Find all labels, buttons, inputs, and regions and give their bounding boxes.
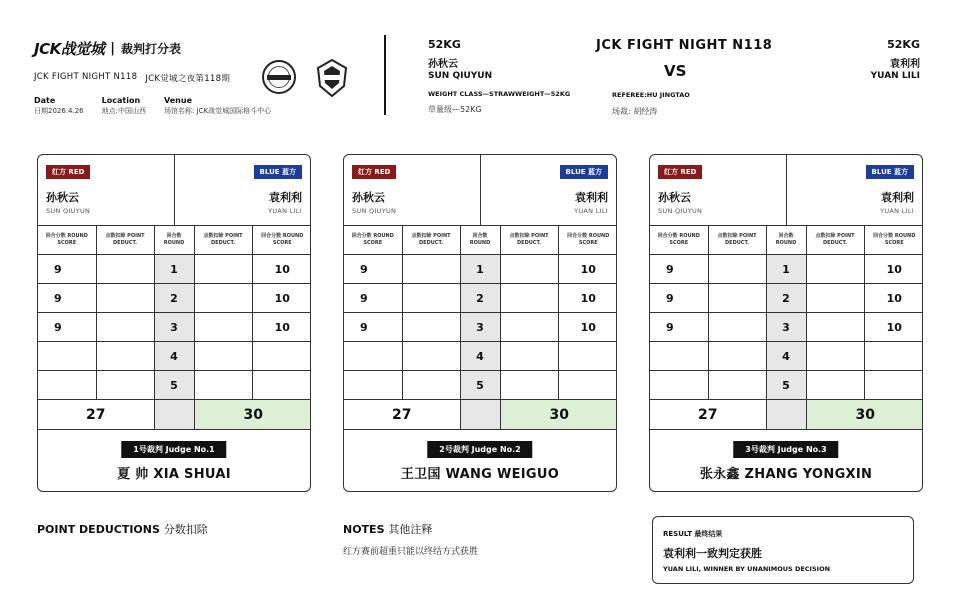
header-divider <box>384 35 386 115</box>
table-row <box>38 284 311 313</box>
red-round-score: 9 <box>38 284 96 313</box>
red-total: 27 <box>38 400 154 430</box>
blue-round-score: 10 <box>252 284 311 313</box>
judge-area <box>650 431 922 492</box>
round-number: 4 <box>766 342 806 371</box>
red-round-score: 9 <box>344 255 402 284</box>
blue-round-score: 10 <box>558 255 617 284</box>
card-blue-name-en: YUAN LILI <box>574 207 608 215</box>
header-red-point-deduct: 点数扣除 POINT DEDUCT. <box>708 226 766 255</box>
totals-row <box>344 400 617 430</box>
brand-separator: | <box>110 41 115 56</box>
round-number: 1 <box>154 255 194 284</box>
red-point-deduct <box>96 342 154 371</box>
blue-total: 30 <box>500 400 617 430</box>
red-point-deduct <box>402 342 460 371</box>
totals-row <box>38 400 311 430</box>
table-row <box>650 255 923 284</box>
header-blue-point-deduct: 点数扣除 POINT DEDUCT. <box>500 226 558 255</box>
red-round-score: 9 <box>650 284 708 313</box>
blue-round-score: 10 <box>252 255 311 284</box>
referee-en: REFEREE:HU JINGTAO <box>612 91 690 99</box>
table-row <box>38 313 311 342</box>
judge-card-1 <box>37 154 311 492</box>
event-name-en: JCK FIGHT NIGHT N118 <box>34 72 138 82</box>
result-en: YUAN LILI, WINNER BY UNANIMOUS DECISION <box>663 565 831 573</box>
blue-round-score: 10 <box>864 284 923 313</box>
red-point-deduct <box>708 255 766 284</box>
red-corner-tag: 红方 RED <box>352 165 396 179</box>
round-number: 5 <box>766 371 806 400</box>
blue-point-deduct <box>500 371 558 400</box>
card-blue-name-cn: 袁利利 <box>575 191 608 204</box>
point-deductions-heading <box>37 521 208 537</box>
red-corner-tag: 红方 RED <box>46 165 90 179</box>
red-point-deduct <box>402 313 460 342</box>
blue-point-deduct <box>500 342 558 371</box>
judge-card-3 <box>649 154 923 492</box>
bout-header <box>428 38 928 118</box>
blue-point-deduct <box>194 313 252 342</box>
event-meta <box>34 96 364 116</box>
round-number: 2 <box>460 284 500 313</box>
venue-value: 场馆名称: JCK战觉城国际格斗中心 <box>164 107 272 115</box>
red-point-deduct <box>708 371 766 400</box>
table-row <box>650 284 923 313</box>
blue-round-score: 10 <box>558 284 617 313</box>
event-title: JCK FIGHT NIGHT N118 <box>596 38 773 53</box>
sheet-title: 裁判打分表 <box>120 42 181 56</box>
card-red-name-en: SUN QIUYUN <box>46 207 91 215</box>
blue-round-score <box>864 371 923 400</box>
weight-class-cn: 草量级—52KG <box>428 105 482 114</box>
location-block <box>102 96 146 116</box>
round-number: 1 <box>766 255 806 284</box>
table-row <box>344 313 617 342</box>
red-round-score: 9 <box>38 255 96 284</box>
date-value: 日期2026.4.26 <box>34 107 84 115</box>
header-red-point-deduct: 点数扣除 POINT DEDUCT. <box>402 226 460 255</box>
header-blue-point-deduct: 点数扣除 POINT DEDUCT. <box>194 226 252 255</box>
red-point-deduct <box>708 284 766 313</box>
round-number: 3 <box>154 313 194 342</box>
card-red-name-en: SUN QIUYUN <box>658 207 703 215</box>
blue-point-deduct <box>194 284 252 313</box>
table-row <box>650 371 923 400</box>
red-round-score <box>650 371 708 400</box>
header-red-round-score: 回合分数 ROUND SCORE <box>38 226 96 255</box>
blue-round-score: 10 <box>252 313 311 342</box>
result-cn: 袁利利一致判定获胜 <box>663 547 762 560</box>
card-divider <box>480 155 481 225</box>
header-blue-round-score: 回合分数 ROUND SCORE <box>252 226 311 255</box>
notes-text: 红方赛前超重只能以终结方式获胜 <box>343 547 479 557</box>
card-fighters <box>38 155 310 225</box>
header-round: 回合数 ROUND <box>766 226 806 255</box>
score-table-header <box>650 226 923 255</box>
red-point-deduct <box>96 284 154 313</box>
red-weight: 52KG <box>428 38 461 51</box>
round-number: 2 <box>154 284 194 313</box>
table-row <box>344 342 617 371</box>
round-number: 5 <box>460 371 500 400</box>
table-row <box>38 371 311 400</box>
blue-round-score: 10 <box>864 313 923 342</box>
header-blue-round-score: 回合分数 ROUND SCORE <box>864 226 923 255</box>
table-row <box>344 371 617 400</box>
blue-round-score <box>252 371 311 400</box>
deductions-label-cn: 分数扣除 <box>163 523 208 536</box>
red-corner-tag: 红方 RED <box>658 165 702 179</box>
blue-point-deduct <box>500 284 558 313</box>
score-table-header <box>344 226 617 255</box>
weight-class-en: WEIGHT CLASS—STRAWWEIGHT—52KG <box>428 90 571 98</box>
blue-point-deduct <box>806 255 864 284</box>
notes-heading <box>343 521 432 537</box>
blue-corner-tag: BLUE 蓝方 <box>560 165 608 179</box>
deductions-label: POINT DEDUCTIONS <box>37 523 160 536</box>
red-point-deduct <box>96 313 154 342</box>
red-round-score: 9 <box>344 284 402 313</box>
notes-label: NOTES <box>343 523 385 536</box>
judge-area <box>38 431 310 492</box>
red-total: 27 <box>344 400 460 430</box>
red-round-score <box>344 371 402 400</box>
card-divider <box>786 155 787 225</box>
card-red-name-cn: 孙秋云 <box>658 191 691 204</box>
red-point-deduct <box>402 255 460 284</box>
red-total: 27 <box>650 400 766 430</box>
card-blue-name-cn: 袁利利 <box>881 191 914 204</box>
blue-name-cn: 袁利利 <box>890 59 920 70</box>
judge-name: 张永鑫 ZHANG YONGXIN <box>699 467 873 482</box>
red-round-score: 9 <box>650 313 708 342</box>
blue-name-en: YUAN LILI <box>870 71 920 81</box>
round-number: 3 <box>766 313 806 342</box>
date-block <box>34 96 84 116</box>
red-point-deduct <box>96 255 154 284</box>
blue-point-deduct <box>500 313 558 342</box>
red-round-score <box>38 342 96 371</box>
round-number: 4 <box>460 342 500 371</box>
venue-block <box>164 96 271 116</box>
card-fighters <box>650 155 922 225</box>
judge-badge: 3号裁判 Judge No.3 <box>733 441 838 458</box>
header-round: 回合数 ROUND <box>460 226 500 255</box>
blue-corner-tag: BLUE 蓝方 <box>866 165 914 179</box>
red-point-deduct <box>402 371 460 400</box>
brand-logo: JCK战觉城 <box>34 40 105 58</box>
totals-spacer <box>766 400 806 430</box>
blue-corner-tag: BLUE 蓝方 <box>254 165 302 179</box>
judge-badge: 2号裁判 Judge No.2 <box>427 441 532 458</box>
card-red-name-en: SUN QIUYUN <box>352 207 397 215</box>
totals-spacer <box>154 400 194 430</box>
blue-round-score <box>558 371 617 400</box>
blue-total: 30 <box>194 400 311 430</box>
table-row <box>344 284 617 313</box>
red-round-score <box>38 371 96 400</box>
blue-point-deduct <box>194 342 252 371</box>
table-row <box>38 342 311 371</box>
red-round-score: 9 <box>650 255 708 284</box>
venue-label: Venue <box>164 96 192 105</box>
header-blue-round-score: 回合分数 ROUND SCORE <box>558 226 617 255</box>
judge-badge: 1号裁判 Judge No.1 <box>121 441 226 458</box>
federation-seal-icon <box>262 60 296 94</box>
blue-point-deduct <box>500 255 558 284</box>
score-table <box>38 225 311 430</box>
red-name-cn: 孙秋云 <box>428 59 458 70</box>
blue-point-deduct <box>806 284 864 313</box>
card-fighters <box>344 155 616 225</box>
card-blue-name-cn: 袁利利 <box>269 191 302 204</box>
round-number: 3 <box>460 313 500 342</box>
judge-card-2 <box>343 154 617 492</box>
judge-area <box>344 431 616 492</box>
table-row <box>38 255 311 284</box>
blue-round-score <box>558 342 617 371</box>
event-name-cn: JCK觉城之夜第118期 <box>145 74 231 84</box>
totals-row <box>650 400 923 430</box>
result-label: RESULT 最终结果 <box>663 530 723 538</box>
header-red-round-score: 回合分数 ROUND SCORE <box>650 226 708 255</box>
table-row <box>650 313 923 342</box>
blue-point-deduct <box>806 371 864 400</box>
blue-total: 30 <box>806 400 923 430</box>
date-label: Date <box>34 96 56 105</box>
card-red-name-cn: 孙秋云 <box>46 191 79 204</box>
round-number: 5 <box>154 371 194 400</box>
crest-logo-icon <box>314 58 350 98</box>
blue-round-score: 10 <box>558 313 617 342</box>
judge-name: 夏 帅 XIA SHUAI <box>117 467 231 482</box>
red-round-score: 9 <box>344 313 402 342</box>
header-blue-point-deduct: 点数扣除 POINT DEDUCT. <box>806 226 864 255</box>
card-blue-name-en: YUAN LILI <box>880 207 914 215</box>
blue-round-score: 10 <box>864 255 923 284</box>
result-box <box>652 516 914 584</box>
brand-line <box>34 38 364 59</box>
blue-round-score <box>252 342 311 371</box>
red-point-deduct <box>708 342 766 371</box>
header-red-point-deduct: 点数扣除 POINT DEDUCT. <box>96 226 154 255</box>
blue-weight: 52KG <box>887 38 920 51</box>
score-table-header <box>38 226 311 255</box>
judge-name: 王卫国 WANG WEIGUO <box>400 467 560 482</box>
round-number: 1 <box>460 255 500 284</box>
card-blue-name-en: YUAN LILI <box>268 207 302 215</box>
blue-point-deduct <box>806 342 864 371</box>
red-round-score: 9 <box>38 313 96 342</box>
blue-point-deduct <box>194 255 252 284</box>
notes-label-cn: 其他注释 <box>388 523 433 536</box>
table-row <box>344 255 617 284</box>
blue-round-score <box>864 342 923 371</box>
header-red-round-score: 回合分数 ROUND SCORE <box>344 226 402 255</box>
blue-point-deduct <box>806 313 864 342</box>
red-point-deduct <box>402 284 460 313</box>
card-red-name-cn: 孙秋云 <box>352 191 385 204</box>
totals-spacer <box>460 400 500 430</box>
red-point-deduct <box>708 313 766 342</box>
red-name-en: SUN QIUYUN <box>428 71 493 81</box>
score-table <box>650 225 923 430</box>
red-round-score <box>344 342 402 371</box>
location-label: Location <box>101 96 141 105</box>
referee-cn: 场裁: 胡经涛 <box>612 107 658 116</box>
table-row <box>650 342 923 371</box>
round-number: 4 <box>154 342 194 371</box>
location-value: 地点:中国山西 <box>101 107 146 115</box>
blue-point-deduct <box>194 371 252 400</box>
red-round-score <box>650 342 708 371</box>
card-divider <box>174 155 175 225</box>
round-number: 2 <box>766 284 806 313</box>
vs-label: VS <box>664 62 687 80</box>
red-point-deduct <box>96 371 154 400</box>
score-table <box>344 225 617 430</box>
header-round: 回合数 ROUND <box>154 226 194 255</box>
